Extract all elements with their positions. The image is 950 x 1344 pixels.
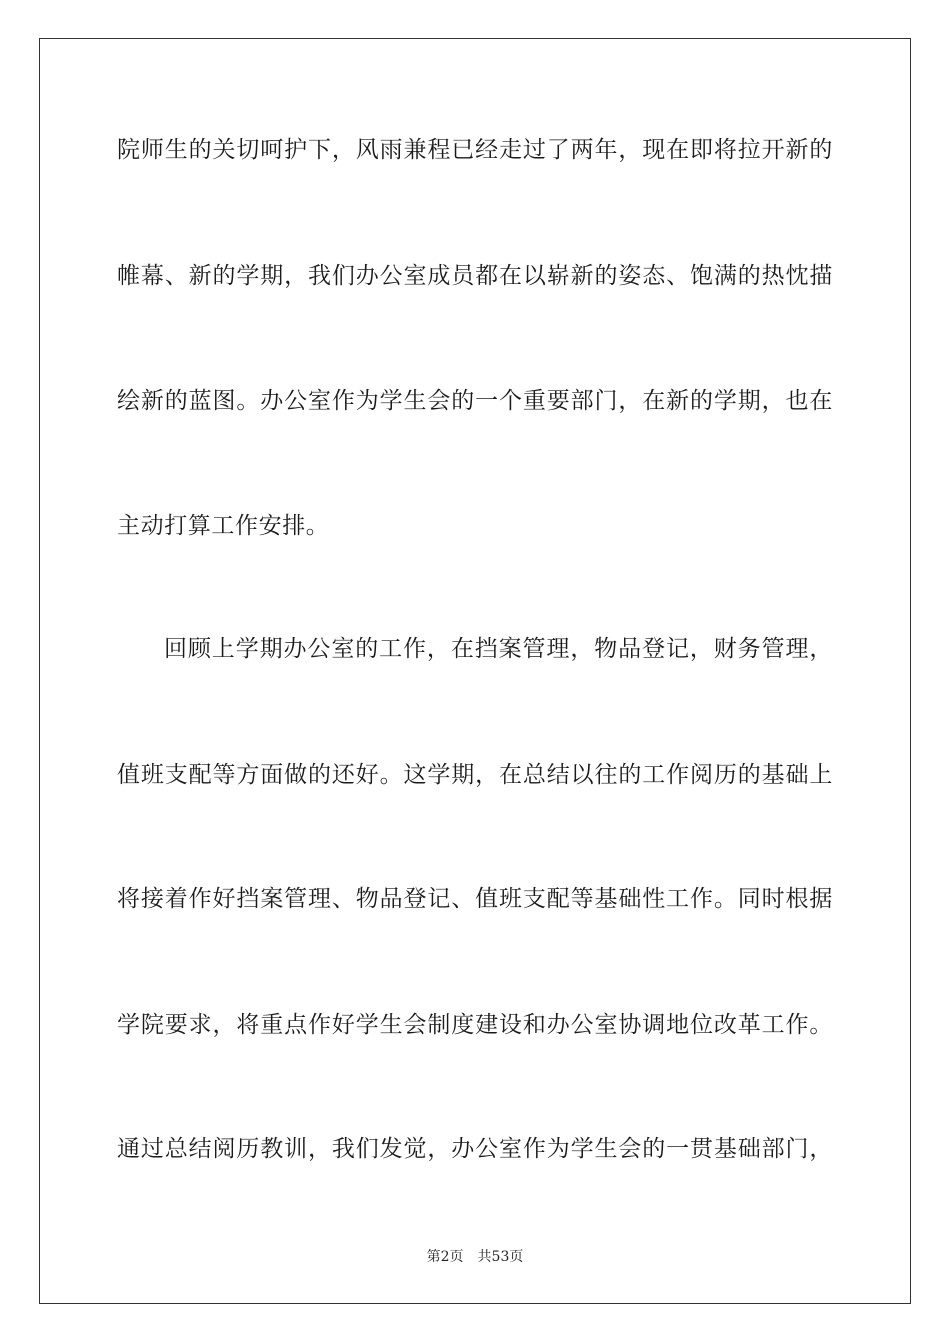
text-line-1: 院师生的关切呵护下，风雨兼程已经走过了两年，现在即将拉开新的 <box>117 137 833 163</box>
text-line-7: 将接着作好挡案管理、物品登记、值班支配等基础性工作。同时根据 <box>117 886 833 912</box>
page-border <box>39 38 911 1304</box>
page-footer <box>0 1248 950 1266</box>
text-line-2: 帷幕、新的学期，我们办公室成员都在以崭新的姿态、饱满的热忱描 <box>117 263 833 289</box>
page-number: 第2页 <box>426 1249 464 1265</box>
text-line-4: 主动打算工作安排。 <box>117 513 330 539</box>
text-line-5: 回顾上学期办公室的工作，在挡案管理，物品登记，财务管理， <box>164 636 833 662</box>
text-line-9: 通过总结阅历教训，我们发觉，办公室作为学生会的一贯基础部门， <box>117 1136 833 1162</box>
text-line-3: 绘新的蓝图。办公室作为学生会的一个重要部门，在新的学期，也在 <box>117 388 833 414</box>
text-line-6: 值班支配等方面做的还好。这学期，在总结以往的工作阅历的基础上 <box>117 762 833 788</box>
page-total: 共53页 <box>477 1249 524 1265</box>
text-line-8: 学院要求，将重点作好学生会制度建设和办公室协调地位改革工作。 <box>117 1012 833 1038</box>
